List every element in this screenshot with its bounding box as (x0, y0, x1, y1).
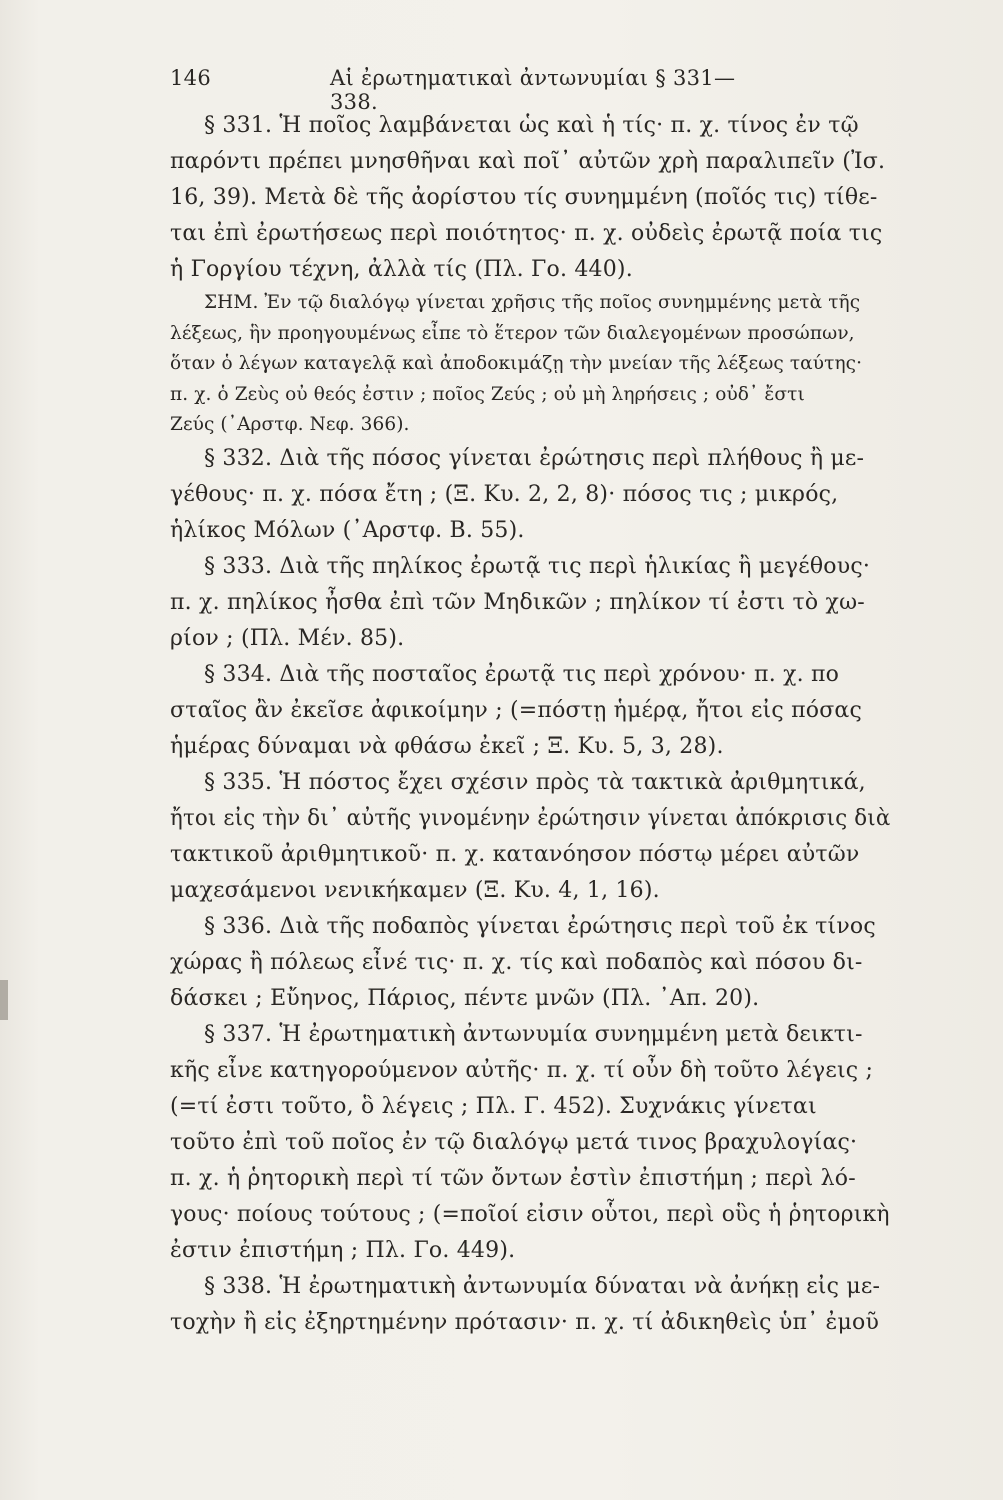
text-line: τακτικοῦ ἀριθμητικοῦ· π. χ. κατανόησον πόστῳ μέρει αὐτῶν (170, 841, 860, 867)
text-line: παρόντι πρέπει μνησθῆναι καὶ ποῖ᾽ αὐτῶν χρὴ παραλιπεῖν (Ἰσ. (170, 149, 886, 174)
text-line: χώρας ἢ πόλεως εἶνέ τις· π. χ. τίς καὶ ποδαπὸς καὶ πόσου δι- (170, 949, 863, 975)
text-line: κῆς εἶνε κατηγορούμενον αὐτῆς· π. χ. τί οὖν δὴ τοῦτο λέγεις ; (170, 1057, 874, 1083)
text-line: ὅταν ὁ λέγων καταγελᾷ καὶ ἀποδοκιμάζῃ τὴν μνείαν τῆς λέξεως ταύτης· (170, 353, 863, 374)
text-line: § 333. Διὰ τῆς πηλίκος ἐρωτᾷ τις περὶ ἡλικίας ἢ μεγέθους· (204, 553, 871, 579)
text-line: § 336. Διὰ τῆς ποδαπὸς γίνεται ἐρώτησις περὶ τοῦ ἐκ τίνος (204, 913, 876, 939)
text-line: § 337. Ἡ ἐρωτηματικὴ ἀντωνυμία συνημμένη μετὰ δεικτι- (204, 1021, 863, 1047)
text-line: Ζεύς (᾿Αρστφ. Νεφ. 366). (170, 414, 410, 435)
text-line: ἐστιν ἐπιστήμη ; Πλ. Γο. 449). (170, 1237, 516, 1263)
text-line: § 338. Ἡ ἐρωτηματικὴ ἀντωνυμία δύναται νὰ ἀνήκῃ εἰς με- (204, 1273, 881, 1299)
text-line: § 331. Ἡ ποῖος λαμβάνεται ὡς καὶ ἡ τίς· π. χ. τίνος ἐν τῷ (204, 113, 859, 138)
text-line: § 334. Διὰ τῆς ποσταῖος ἐρωτᾷ τις περὶ χρόνου· π. χ. πο (204, 661, 840, 687)
text-line: λέξεως, ἣν προηγουμένως εἶπε τὸ ἕτερον τῶν διαλεγομένων προσώπων, (170, 322, 855, 344)
text-line: § 335. Ἡ πόστος ἔχει σχέσιν πρὸς τὰ τακτικὰ ἀριθμητικά, (204, 769, 866, 795)
page-header (170, 66, 770, 114)
text-line: ἤτοι εἰς τὴν δι᾽ αὐτῆς γινομένην ἐρώτησιν γίνεται ἀπόκρισις διὰ (170, 805, 891, 831)
text-line: γους· ποίους τούτους ; (=ποῖοί εἰσιν οὗτοι, περὶ οὓς ἡ ῥητορικὴ (170, 1201, 890, 1227)
text-line: π. χ. ὁ Ζεὺς οὐ θεός ἐστιν ; ποῖος Ζεύς ; οὐ μὴ ληρήσεις ; οὐδ᾽ ἔστι (170, 383, 805, 405)
text-line: 16, 39). Μετὰ δὲ τῆς ἀορίστου τίς συνημμένη (ποῖός τις) τίθε- (170, 185, 878, 210)
page-number: 146 (170, 66, 211, 90)
text-line: τοχὴν ἢ εἰς ἐξηρτημένην πρότασιν· π. χ. τί ἀδικηθεὶς ὑπ᾽ ἐμοῦ (170, 1309, 880, 1335)
text-line: μαχεσάμενοι νενικήκαμεν (Ξ. Κυ. 4, 1, 16). (170, 877, 660, 903)
text-line: § 332. Διὰ τῆς πόσος γίνεται ἐρώτησις περὶ πλήθους ἢ με- (204, 445, 865, 471)
text-line: π. χ. ἡ ῥητορικὴ περὶ τί τῶν ὄντων ἐστὶν ἐπιστήμη ; περὶ λό- (170, 1165, 856, 1191)
text-line: ἡλίκος Μόλων (᾿Αρστφ. Β. 55). (170, 517, 525, 543)
text-line: τοῦτο ἐπὶ τοῦ ποῖος ἐν τῷ διαλόγῳ μετά τινος βραχυλογίας· (170, 1129, 858, 1155)
text-line: δάσκει ; Εὔηνος, Πάριος, πέντε μνῶν (Πλ. ᾿Απ. 20). (170, 985, 760, 1011)
text-line: ἡμέρας δύναμαι νὰ φθάσω ἐκεῖ ; Ξ. Κυ. 5, 3, 28). (170, 733, 724, 759)
page-edge-mark (0, 980, 8, 1020)
text-line: (=τί ἐστι τοῦτο, ὃ λέγεις ; Πλ. Γ. 452). Συχνάκις γίνεται (170, 1093, 817, 1119)
text-line: ΣΗΜ. Ἐν τῷ διαλόγῳ γίνεται χρῆσις τῆς ποῖος συνημμένης μετὰ τῆς (204, 292, 861, 313)
text-line: σταῖος ἂν ἐκεῖσε ἀφικοίμην ; (=πόστῃ ἡμέρᾳ, ἤτοι εἰς πόσας (170, 697, 862, 723)
text-line: π. χ. πηλίκος ἦσθα ἐπὶ τῶν Μηδικῶν ; πηλίκον τί ἐστι τὸ χω- (170, 589, 865, 615)
text-line: γέθους· π. χ. πόσα ἔτη ; (Ξ. Κυ. 2, 2, 8)· πόσος τις ; μικρός, (170, 481, 839, 507)
text-line: ται ἐπὶ ἐρωτήσεως περὶ ποιότητος· π. χ. οὐδεὶς ἐρωτᾷ ποία τις (170, 221, 883, 246)
running-title: Αἱ ἐρωτηματικαὶ ἀντωνυμίαι § 331—338. (330, 66, 736, 114)
text-line: ρίον ; (Πλ. Μέν. 85). (170, 625, 405, 651)
text-line: ἡ Γοργίου τέχνη, ἀλλὰ τίς (Πλ. Γο. 440). (170, 257, 633, 282)
text-body (170, 108, 890, 1341)
